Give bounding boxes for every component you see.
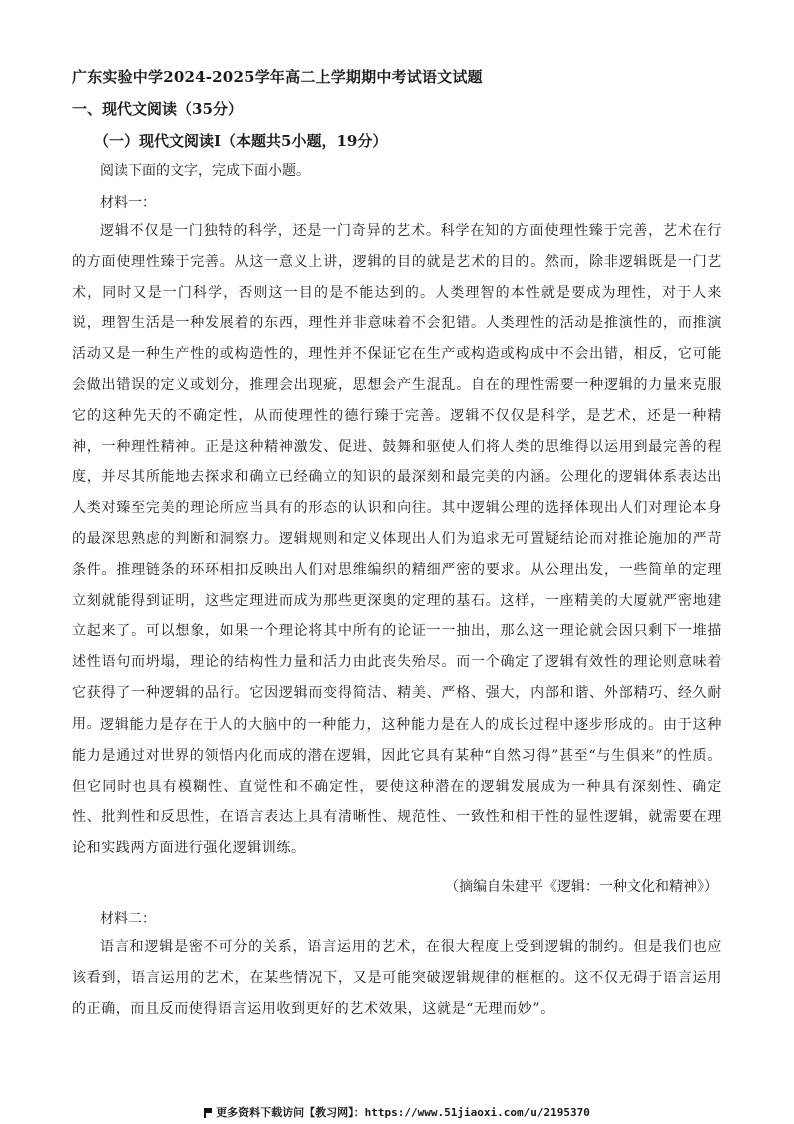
reading-instruction: 阅读下面的文字，完成下面小题。 — [100, 163, 310, 179]
material-1-paragraph-2: 逻辑能力是存在于人的大脑中的一种能力，这种能力是在人的成长过程中逐步形成的。由于这种能力是通过对世界的领悟内化而成的潜在逻辑，因此它具有某种“自然习得”甚至“与生俱来”的性质。但它同时也具有模糊性、直觉性和不确定性，要使这种潜在的逻辑发展成为一种具有深刻性、确定性、批判性和反思性，在语言表达上具有清晰性、规范性、一致性和相干性的显性逻辑，就需要在理论和实践两方面进行强化逻辑训练。 — [72, 717, 722, 857]
material-1-paragraph-1: 逻辑不仅是一门独特的科学，还是一门奇异的艺术。科学在知的方面使理性臻于完善，艺术在行的方面使理性臻于完善。从这一意义上讲，逻辑的目的就是艺术的目的。然而，除非逻辑既是一门艺术，同时又是一门科学，否则这一目的是不能达到的。人类理智的本性就是要成为理性，对于人来说，理智生活是一种发展着的东西，理性并非意味着不会犯错。人类理性的活动是推演性的，而推演活动又是一种生产性的或构造性的，理性并不保证它在生产或构造或构成中不会出错，相反，它可能会做出错误的定义或划分，推理会出现疵，思想会产生混乱。自在的理性需要一种逻辑的力量来克服它的这种先天的不确定性，从而使理性的德行臻于完善。逻辑不仅仅是科学，是艺术，还是一种精神，一种理性精神。正是这种精神激发、促进、鼓舞和驱使人们将人类的思维得以运用到最完善的程度，并尽其所能地去探求和确立已经确立的知识的最深刻和最完美的内涵。公理化的逻辑体系表达出人类对臻至完美的理论所应当具有的形态的认识和向往。其中逻辑公理的选择体现出人们对理论本身的最深思熟虑的判断和洞察力。逻辑规则和定义体现出人们为追求无可置疑结论而对推论施加的严苛条件。推理链条的环环相扣反映出人们对思维编织的精细严密的要求。从公理出发，一些简单的定理立刻就能得到证明，这些定理进而成为那些更深奥的定理的基石。这样，一座精美的大厦就严密地建立起来了。可以想象，如果一个理论将其中所有的论证一一抽出，那么这一理论就会因只剩下一堆描述性语句而坍塌，理论的结构性力量和活力由此丧失殆尽。而一个确定了逻辑有效性的理论则意味着它获得了一种逻辑的品行。它因逻辑而变得简洁、精美、严格、强大，内部和谐、外部精巧、经久耐用。 — [72, 223, 722, 732]
section-heading: 一、现代文阅读（35分） — [72, 100, 243, 118]
material-2-paragraph-1: 语言和逻辑是密不可分的关系，语言运用的艺术，在很大程度上受到逻辑的制约。但是我们也应该看到，语言运用的艺术，在某些情况下，又是可能突破逻辑规律的框框的。这不仅无碍于语言运用的正确，而且反而使得语言运用收到更好的艺术效果，这就是“无理而妙”。 — [72, 939, 722, 1017]
footer-text[interactable]: 更多资料下载访问【教习网】：https://www.51jiaoxi.com/u/2195370 — [216, 1106, 590, 1119]
material-1-label: 材料一： — [100, 195, 156, 211]
flag-icon — [204, 1108, 212, 1117]
footer-link[interactable] — [0, 1104, 794, 1120]
material-1-source: （摘编自朱建平《逻辑：一种文化和精神》） — [445, 879, 718, 895]
document-title: 广东实验中学2024-2025学年高二上学期期中考试语文试题 — [72, 68, 483, 86]
material-2-label: 材料二： — [100, 911, 156, 927]
sub-heading: （一）现代文阅读Ⅰ（本题共5小题，19分） — [94, 132, 388, 150]
